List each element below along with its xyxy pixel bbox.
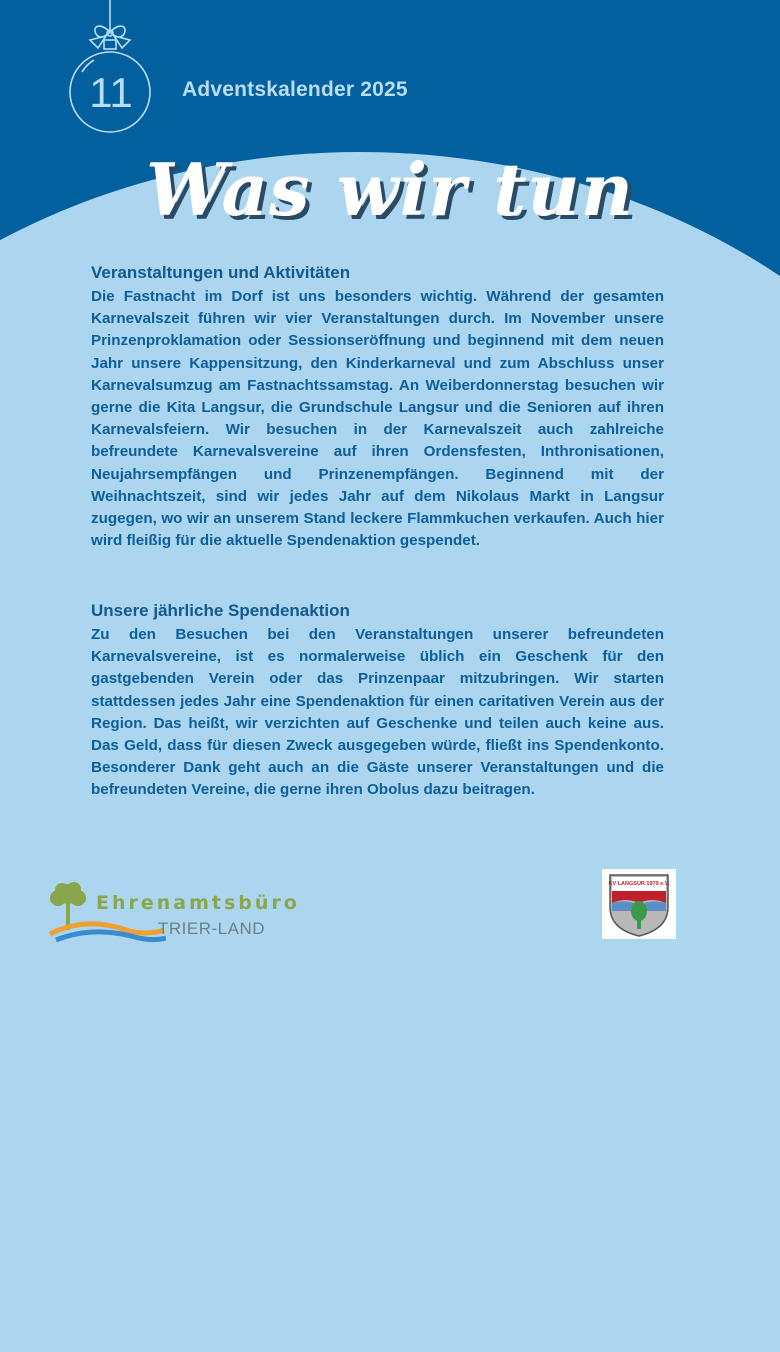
svg-text:KV LANGSUR 1979 e.V.: KV LANGSUR 1979 e.V.	[608, 881, 670, 887]
section-title: Unsere jährliche Spendenaktion	[91, 601, 350, 620]
section-body: Die Fastnacht im Dorf ist uns besonders wichtig. Während der gesamten Karnevalszeit führen wir vier Veranstaltungen durch. Im November unsere Prinzenproklamation oder Sessionseröffnung und beginnend mit dem neuen Jahr unsere Kappensitzung, den Kinderkarneval und zum Abschluss unser Karnevalsumzug am Fastnachtssamstag. An Weiberdonnerstag besuchen wir gerne die Kita Langsur, die Grundschule Langsur und die Senioren auf ihren Karnevalsfeiern. Wir besuchen in der Karnevalszeit auch zahlreiche befreundete Karnevalsvereine auf ihren Ordensfesten, Inthronisationen, Neujahrsempfängen und Prinzenempfängen. Beginnend mit der Weihnachtszeit, sind wir jedes Jahr auf dem Nikolaus Markt in Langsur zugegen, wo wir an unserem Stand leckere Flammkuchen verkaufen. Auch hier wird fleißig für die aktuelle Spendenaktion gespendet.	[91, 288, 664, 550]
calendar-title: Adventskalender 2025	[182, 78, 408, 101]
section-title: Veranstaltungen und Aktivitäten	[91, 263, 351, 282]
club-crest-icon	[602, 869, 676, 939]
logo-name: Ehrenamtsbüro	[96, 892, 300, 914]
page-headline: Was wir tun	[145, 147, 635, 232]
section-donation	[91, 600, 664, 802]
day-number: 11	[89, 69, 133, 116]
kv-langsur-crest	[602, 869, 676, 939]
section-body: Zu den Besuchen bei den Veranstaltungen unserer befreundeten Karnevalsvereine, ist es normalerweise üblich ein Geschenk für den gastgebenden Verein oder das Prinzenpaar mitzubringen. Wir starten stattdessen jedes Jahr eine Spendenaktion für einen caritativen Verein aus der Region. Das heißt, wir verzichten auf Geschenke und teilen auch keine aus. Das Geld, dass für diesen Zweck ausgegeben würde, fließt ins Spendenkonto. Besonderer Dank geht auch an die Gäste unserer Veranstaltungen und die befreundeten Vereine, die gerne ihren Obolus dazu beitragen.	[91, 626, 664, 799]
logo-subtitle: TRIER-LAND	[158, 919, 266, 938]
ehrenamtsbuero-logo	[46, 880, 300, 950]
section-events	[91, 262, 664, 552]
